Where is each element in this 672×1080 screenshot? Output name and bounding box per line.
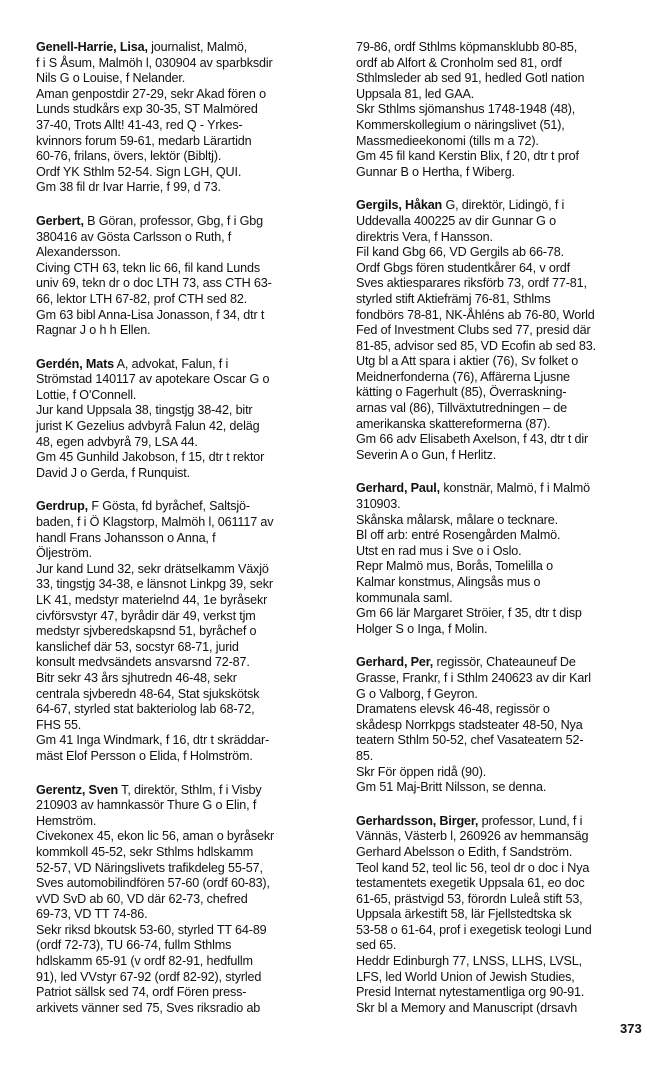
entry-line: Massmedieekonomi (tills m a 72). (356, 133, 539, 148)
entry-line: testamentets exegetik Uppsala 61, eo doc (356, 876, 585, 891)
entry-line: Hemström. (36, 813, 97, 828)
entry-line: kommunala saml. (356, 590, 453, 605)
entry-line: vVD SvD ab 60, VD där 62-73, chefred (36, 891, 248, 906)
entry-line: Skr Sthlms sjömanshus 1748-1948 (48), (356, 102, 576, 117)
entry-line: mäst Elof Persson o Elida, f Holmström. (36, 748, 253, 763)
entry-line: Ragnar J o h h Ellen. (36, 323, 151, 338)
entry-line: Gm 66 adv Elisabeth Axelson, f 43, dtr t dir (356, 432, 589, 447)
entry-line: Civing CTH 63, tekn lic 66, fil kand Lunds (36, 260, 260, 275)
entry-first-text: journalist, Malmö, (151, 40, 248, 54)
entry-first-line (356, 814, 650, 830)
entry-line: Kalmar konstmus, Alingsås mus o (356, 575, 541, 589)
entry-name: Gergils, Håkan (356, 198, 443, 213)
entry-line: Patriot sällsk sed 74, ordf Fören press- (36, 985, 247, 1000)
entry-line: LFS, led World Union of Jewish Studies, (356, 969, 575, 984)
entry-line: Alexandersson. (36, 245, 121, 260)
entry-line: Vännäs, Västerb l, 260926 av hemmansäg (356, 829, 589, 844)
entry-line: Fed of Investment Clubs sed 77, presid där (356, 323, 591, 338)
entry-line: Lunds studkårs exp 30-35, ST Malmöred (36, 102, 258, 117)
entry-name: Genell-Harrie, Lisa, (36, 40, 148, 54)
entry-line: kätting o Fagerhult (85), Överraskning- (356, 385, 567, 400)
entry-line: handl Frans Johansson o Anna, f (36, 530, 216, 545)
entry-first-line (36, 499, 330, 515)
entry-line: Dramatens elevsk 46-48, regissör o (356, 702, 550, 717)
entry-line: Jur kand Uppsala 38, tingstjg 38-42, bitr (36, 403, 253, 418)
entry-first-line (36, 40, 330, 56)
entry-line: FHS 55. (36, 717, 82, 732)
entry-line: baden, f i Ö Klagstorp, Malmöh l, 061117 av (36, 515, 274, 530)
entry-line: civförsvstyr 47, byrådir där 49, verkst tjm (36, 608, 256, 623)
entry-line: Gm 63 bibl Anna-Lisa Jonasson, f 34, dtr t (36, 307, 265, 322)
entry-line: 60-76, frilans, övers, lektör (Bibltj). (36, 149, 222, 164)
biography-entry (36, 357, 330, 482)
entry-line: 66, lektor LTH 67-82, prof CTH sed 82. (36, 291, 248, 306)
entry-line: Sves automobilindfören 57-60 (ordf 60-83), (36, 876, 270, 891)
entry-name: Gerdrup, (36, 499, 88, 514)
entry-line: Strömstad 140117 av apotekare Oscar G o (36, 372, 270, 387)
entry-line: 37-40, Trots Allt! 41-43, red Q - Yrkes- (36, 117, 243, 132)
left-column (36, 40, 330, 1034)
entry-line: Ordf YK Sthlm 52-54. Sign LGH, QUI. (36, 164, 242, 179)
entry-line: univ 69, tekn dr o doc LTH 73, ass CTH 63- (36, 276, 272, 291)
entry-first-text: A, advokat, Falun, f i (116, 356, 229, 371)
entry-line: Bl off arb: entré Rosengården Malmö. (356, 528, 561, 543)
entry-line: Severin A o Gun, f Herlitz. (356, 447, 497, 462)
entry-line: Holger S o Inga, f Molin. (356, 621, 488, 636)
entry-line: 61-65, prästvigd 53, förordn Luleå stift 53, (356, 891, 583, 906)
entry-line: teatern Sthlm 50-52, chef Vasateatern 52- (356, 733, 584, 748)
biography-entry (36, 214, 330, 339)
entry-first-line (356, 40, 650, 56)
entry-first-text: konstnär, Malmö, f i Malmö (443, 481, 590, 496)
entry-line: Teol kand 52, teol lic 56, teol dr o doc i Nya (356, 860, 590, 875)
entry-line: Öljeström. (36, 546, 92, 561)
entry-line: 310903. (356, 497, 401, 512)
biography-entry (36, 499, 330, 764)
biography-entry (36, 40, 330, 196)
entry-name: Gerbert, (36, 213, 84, 228)
entry-line: 33, tingstjg 34-38, e länsnot Linkpg 39, sekr (36, 577, 273, 592)
entry-line: ordf ab Alfort & Cronholm sed 81, ordf (356, 55, 562, 70)
entry-line: hdlskamm 65-91 (v ordf 82-91, hedfullm (36, 954, 253, 969)
entry-line: arnas val (86), Tillväxtutredningen – de (356, 401, 568, 416)
entry-line: 210903 av hamnkassör Thure G o Elin, f (36, 798, 257, 813)
biography-entry (356, 481, 650, 637)
entry-line: Gm 51 Maj-Britt Nilsson, se denna. (356, 780, 547, 795)
entry-first-line (36, 783, 330, 799)
entry-line: Skånska målarsk, målare o tecknare. (356, 512, 558, 527)
entry-line: amerikanska skattereformerna (87). (356, 416, 551, 431)
entry-first-line (356, 198, 650, 214)
entry-first-text: 79-86, ordf Sthlms köpmansklubb 80-85, (356, 40, 578, 54)
entry-line: Sves aktiesparares riksförb 73, ordf 77-81, (356, 276, 587, 291)
entry-line: f i S Åsum, Malmöh l, 030904 av sparbksdir (36, 55, 273, 70)
entry-line: Gm 45 Gunhild Jakobson, f 15, dtr t rektor (36, 450, 265, 465)
entry-line: Kommerskollegium o näringslivet (51), (356, 117, 565, 132)
entry-line: 52-57, VD Näringslivets trafikdeleg 55-57, (36, 860, 263, 875)
biography-entry (356, 814, 650, 1017)
entry-line: 85. (356, 748, 374, 763)
entry-line: konsult medvsändets ansvarsnd 72-87. (36, 655, 250, 670)
right-column (356, 40, 650, 1034)
entry-line: Skr bl a Memory and Manuscript (drsavh (356, 1000, 578, 1015)
entry-line: Bitr sekr 43 års sjhutredn 46-48, sekr (36, 670, 237, 685)
entry-line: Uppsala 81, led GAA. (356, 86, 475, 101)
entry-line: Gm 41 Inga Windmark, f 16, dtr t skräddar- (36, 733, 270, 748)
entry-first-line (36, 357, 330, 373)
entry-line: Jur kand Lund 32, sekr drätselkamm Växjö (36, 561, 269, 576)
entry-line: Skr För öppen ridå (90). (356, 764, 487, 779)
entry-line: Utst en rad mus i Sve o i Oslo. (356, 543, 522, 558)
entry-first-text: B Göran, professor, Gbg, f i Gbg (87, 213, 263, 228)
entry-line: Utg bl a Att spara i aktier (76), Sv folket o (356, 354, 579, 369)
entry-name: Gerdén, Mats (36, 356, 114, 371)
entry-line: arkivets vänner sed 75, Sves riksradio ab (36, 1000, 261, 1015)
entry-line: 64-67, styrled stat bakteriolog lab 68-72, (36, 702, 255, 717)
entry-line: skådesp Norrkpgs stadsteater 48-50, Nya (356, 717, 583, 732)
entry-line: (ordf 72-73), TU 66-74, fullm Sthlms (36, 938, 232, 953)
entry-line: sed 65. (356, 938, 397, 953)
biography-entry (356, 655, 650, 795)
entry-line: Gm 38 fil dr Ivar Harrie, f 99, d 73. (36, 180, 221, 195)
entry-line: Gunnar B o Hertha, f Wiberg. (356, 164, 515, 179)
entry-line: Lottie, f O'Connell. (36, 387, 137, 402)
entry-line: Presid Internat nytestamentliga org 90-91. (356, 985, 585, 1000)
biography-entry (356, 198, 650, 463)
entry-name: Gerhardsson, Birger, (356, 813, 479, 828)
entry-line: Sthlmsleder ab sed 91, hedled Gotl nation (356, 71, 585, 86)
entry-line: 91), led VVstyr 67-92 (ordf 82-92), styrled (36, 969, 262, 984)
entry-line: 380416 av Gösta Carlsson o Ruth, f (36, 229, 232, 244)
entry-line: Uddevalla 400225 av dir Gunnar G o (356, 213, 557, 228)
entry-first-text: F Gösta, fd byråchef, Saltsjö- (91, 499, 250, 514)
entry-line: Civekonex 45, ekon lic 56, aman o byråsekr (36, 829, 275, 844)
entry-first-line (356, 481, 650, 497)
entry-line: Ordf Gbgs fören studentkårer 64, v ordf (356, 260, 570, 275)
entry-line: 81-85, advisor sed 85, VD Ecofin ab sed 83. (356, 338, 596, 353)
page-number: 373 (620, 1021, 642, 1036)
entry-line: Heddr Edinburgh 77, LNSS, LLHS, LVSL, (356, 954, 582, 969)
entry-line: Gerhard Abelsson o Edith, f Sandström. (356, 844, 573, 859)
entry-line: kommkoll 45-52, sekr Sthlms hdlskamm (36, 844, 254, 859)
entry-first-line (36, 214, 330, 230)
entry-line: Sekr riksd bkoutsk 53-60, styrled TT 64-89 (36, 922, 267, 937)
entry-line: Gm 66 lär Margaret Ströier, f 35, dtr t disp (356, 606, 582, 621)
entry-first-text: G, direktör, Lidingö, f i (445, 198, 565, 213)
entry-line: Gm 45 fil kand Kerstin Blix, f 20, dtr t prof (356, 149, 579, 164)
entry-line: styrled stift Aktiefrämj 76-81, Sthlms (356, 291, 551, 306)
entry-line: Meidnerfonderna (76), Affärerna Ljusne (356, 369, 570, 384)
entry-line: G o Valborg, f Geyron. (356, 686, 478, 701)
entry-line: 53-58 o 61-64, prof i exegetisk teologi Lund (356, 922, 592, 937)
entry-line: Fil kand Gbg 66, VD Gergils ab 66-78. (356, 245, 564, 260)
entry-line: Uppsala ärkestift 58, lär Fjellstedtska sk (356, 907, 572, 922)
entry-line: Grasse, Frankr, f i Sthlm 240623 av dir Karl (356, 670, 591, 685)
entry-line: 48, egen advbyrå 79, LSA 44. (36, 434, 198, 449)
entry-line: LK 41, medstyr materielnd 44, 1e byråsekr (36, 593, 268, 607)
entry-line: jurist K Gezelius advbyrå Falun 42, deläg (36, 419, 260, 434)
entry-line: David J o Gerda, f Runquist. (36, 465, 190, 480)
entry-line: centrala sjvberedn 48-64, Stat sjukskötsk (36, 686, 260, 701)
entry-line: kvinnors forum 59-61, medarb Lärartidn (36, 133, 252, 148)
entry-line: Aman genpostdir 27-29, sekr Akad fören o (36, 86, 266, 101)
entry-line: medstyr sjvberedskapsnd 51, byråchef o (36, 624, 257, 639)
entry-line: Nils G o Louise, f Nelander. (36, 71, 186, 86)
biography-entry (356, 40, 650, 180)
entry-line: kanslichef där 53, socstyr 68-71, jurid (36, 639, 239, 654)
entry-name: Gerentz, Sven (36, 782, 119, 797)
entry-first-text: regissör, Chateauneuf De (436, 655, 576, 670)
entry-line: 69-73, VD TT 74-86. (36, 907, 148, 922)
entry-line: Repr Malmö mus, Borås, Tomelilla o (356, 559, 553, 574)
entry-line: fondbörs 78-81, NK-Åhléns ab 76-80, World (356, 307, 595, 322)
entry-name: Gerhard, Per, (356, 655, 434, 670)
entry-first-text: T, direktör, Sthlm, f i Visby (121, 782, 262, 797)
entry-line: direktris Vera, f Hansson. (356, 229, 493, 244)
entry-name: Gerhard, Paul, (356, 481, 440, 496)
entry-first-text: professor, Lund, f i (481, 813, 583, 828)
biography-entry (36, 783, 330, 1017)
entry-first-line (356, 655, 650, 671)
